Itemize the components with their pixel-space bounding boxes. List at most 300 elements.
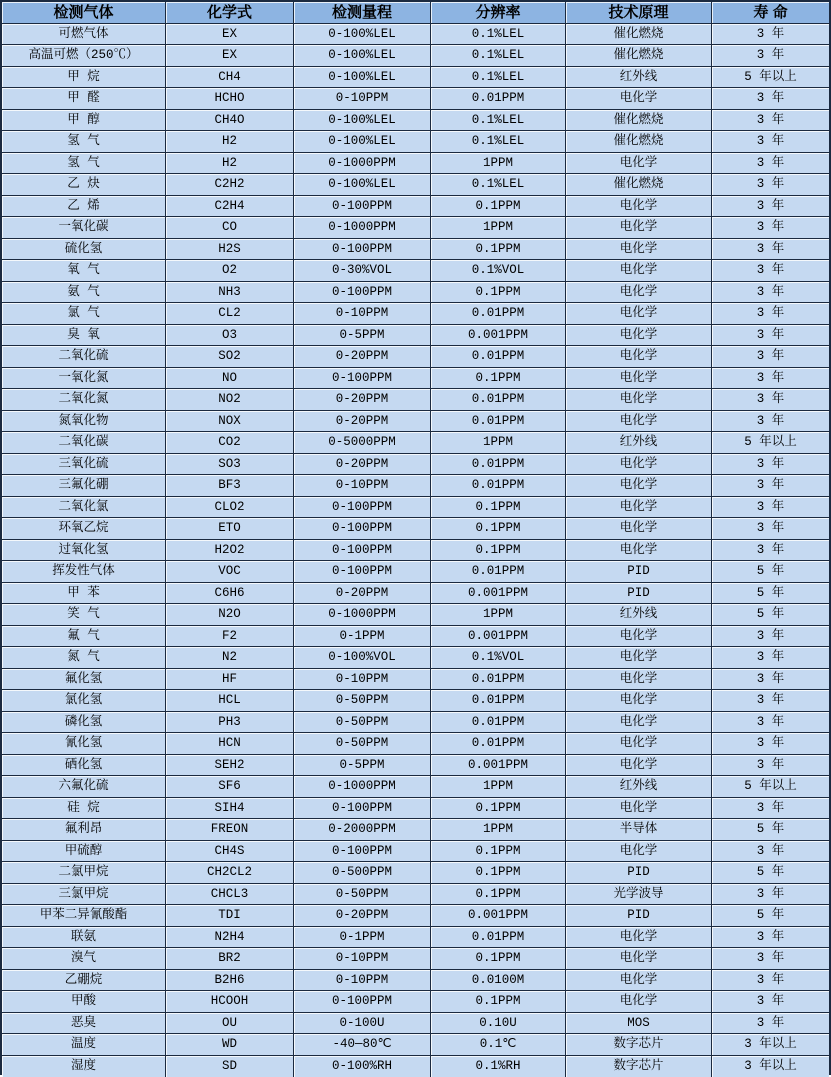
cell-detection-range: 0-5PPM (294, 755, 431, 776)
cell-lifespan: 3 年 (712, 798, 829, 819)
cell-chemical-formula: VOC (166, 561, 294, 582)
cell-gas-name: 甲酸 (2, 991, 166, 1012)
cell-resolution: 0.01PPM (431, 303, 566, 324)
table-row (2, 196, 829, 218)
cell-resolution: 0.001PPM (431, 626, 566, 647)
cell-resolution: 0.1PPM (431, 841, 566, 862)
cell-lifespan: 5 年 (712, 905, 829, 926)
cell-detection-range: 0-20PPM (294, 411, 431, 432)
cell-gas-name: 氟 气 (2, 626, 166, 647)
cell-lifespan: 3 年 (712, 970, 829, 991)
cell-technology-principle: 红外线 (566, 67, 712, 88)
header-technology-principle: 技术原理 (566, 2, 712, 23)
table-row (2, 540, 829, 562)
cell-detection-range: 0-100PPM (294, 368, 431, 389)
table-row (2, 1013, 829, 1035)
table-row (2, 153, 829, 175)
cell-technology-principle: 电化学 (566, 282, 712, 303)
table-row (2, 776, 829, 798)
table-row (2, 131, 829, 153)
cell-gas-name: 可燃气体 (2, 24, 166, 45)
cell-gas-name: 氮氧化物 (2, 411, 166, 432)
cell-chemical-formula: NH3 (166, 282, 294, 303)
table-row (2, 841, 829, 863)
table-header-row (2, 2, 829, 24)
table-row (2, 690, 829, 712)
table-row (2, 583, 829, 605)
table-row (2, 905, 829, 927)
cell-detection-range: 0-100PPM (294, 497, 431, 518)
table-row (2, 475, 829, 497)
cell-resolution: 0.001PPM (431, 325, 566, 346)
cell-detection-range: 0-1PPM (294, 927, 431, 948)
cell-gas-name: 笑 气 (2, 604, 166, 625)
table-row (2, 927, 829, 949)
cell-gas-name: 氧 气 (2, 260, 166, 281)
cell-lifespan: 3 年 (712, 1013, 829, 1034)
cell-gas-name: 二氧化硫 (2, 346, 166, 367)
cell-technology-principle: 电化学 (566, 948, 712, 969)
cell-chemical-formula: B2H6 (166, 970, 294, 991)
cell-resolution: 1PPM (431, 217, 566, 238)
table-row (2, 991, 829, 1013)
cell-technology-principle: 电化学 (566, 260, 712, 281)
cell-chemical-formula: NO2 (166, 389, 294, 410)
cell-lifespan: 3 年 (712, 540, 829, 561)
table-row (2, 862, 829, 884)
cell-resolution: 0.001PPM (431, 755, 566, 776)
cell-technology-principle: 电化学 (566, 690, 712, 711)
cell-gas-name: 二氯甲烷 (2, 862, 166, 883)
cell-gas-name: 臭 氧 (2, 325, 166, 346)
table-row (2, 389, 829, 411)
cell-gas-name: 甲 醇 (2, 110, 166, 131)
cell-lifespan: 3 年 (712, 368, 829, 389)
cell-chemical-formula: BF3 (166, 475, 294, 496)
cell-technology-principle: 电化学 (566, 755, 712, 776)
cell-detection-range: 0-100PPM (294, 561, 431, 582)
table-row (2, 45, 829, 67)
cell-technology-principle: 红外线 (566, 776, 712, 797)
cell-technology-principle: 电化学 (566, 239, 712, 260)
header-chemical-formula: 化学式 (166, 2, 294, 23)
cell-technology-principle: 催化燃烧 (566, 110, 712, 131)
cell-chemical-formula: H2S (166, 239, 294, 260)
cell-gas-name: 温度 (2, 1034, 166, 1055)
cell-gas-name: 氰化氢 (2, 733, 166, 754)
cell-technology-principle: 电化学 (566, 712, 712, 733)
cell-technology-principle: 电化学 (566, 196, 712, 217)
cell-resolution: 0.01PPM (431, 454, 566, 475)
cell-gas-name: 三氯甲烷 (2, 884, 166, 905)
cell-detection-range: 0-100U (294, 1013, 431, 1034)
table-row (2, 432, 829, 454)
cell-chemical-formula: NOX (166, 411, 294, 432)
table-row (2, 819, 829, 841)
cell-chemical-formula: HCL (166, 690, 294, 711)
cell-resolution: 0.1PPM (431, 518, 566, 539)
cell-detection-range: 0-10PPM (294, 669, 431, 690)
cell-technology-principle: 半导体 (566, 819, 712, 840)
cell-chemical-formula: H2 (166, 131, 294, 152)
cell-resolution: 0.1%LEL (431, 110, 566, 131)
cell-lifespan: 5 年以上 (712, 67, 829, 88)
cell-chemical-formula: SIH4 (166, 798, 294, 819)
cell-chemical-formula: O3 (166, 325, 294, 346)
cell-resolution: 0.01PPM (431, 561, 566, 582)
cell-technology-principle: 数字芯片 (566, 1034, 712, 1055)
cell-chemical-formula: CH4S (166, 841, 294, 862)
cell-gas-name: 硫化氢 (2, 239, 166, 260)
cell-technology-principle: 电化学 (566, 153, 712, 174)
table-row (2, 174, 829, 196)
cell-gas-name: 甲苯二异氰酸酯 (2, 905, 166, 926)
cell-technology-principle: 电化学 (566, 927, 712, 948)
cell-lifespan: 3 年 (712, 411, 829, 432)
cell-lifespan: 3 年 (712, 174, 829, 195)
cell-resolution: 1PPM (431, 776, 566, 797)
table-row (2, 712, 829, 734)
cell-chemical-formula: O2 (166, 260, 294, 281)
cell-resolution: 0.1PPM (431, 368, 566, 389)
cell-lifespan: 3 年 (712, 217, 829, 238)
cell-gas-name: 甲 苯 (2, 583, 166, 604)
cell-chemical-formula: HCN (166, 733, 294, 754)
cell-technology-principle: 电化学 (566, 475, 712, 496)
cell-lifespan: 3 年 (712, 948, 829, 969)
cell-detection-range: 0-100%LEL (294, 110, 431, 131)
cell-resolution: 0.01PPM (431, 927, 566, 948)
cell-technology-principle: 光学波导 (566, 884, 712, 905)
cell-chemical-formula: N2 (166, 647, 294, 668)
cell-lifespan: 5 年以上 (712, 776, 829, 797)
table-row (2, 282, 829, 304)
cell-lifespan: 3 年 (712, 196, 829, 217)
table-row (2, 217, 829, 239)
cell-technology-principle: PID (566, 583, 712, 604)
cell-detection-range: 0-1000PPM (294, 604, 431, 625)
cell-detection-range: 0-20PPM (294, 346, 431, 367)
cell-detection-range: 0-50PPM (294, 733, 431, 754)
table-row (2, 1034, 829, 1056)
cell-lifespan: 3 年 (712, 991, 829, 1012)
cell-technology-principle: 电化学 (566, 970, 712, 991)
table-row (2, 325, 829, 347)
cell-chemical-formula: C2H4 (166, 196, 294, 217)
table-row (2, 733, 829, 755)
cell-technology-principle: 电化学 (566, 669, 712, 690)
cell-lifespan: 3 年 (712, 454, 829, 475)
cell-resolution: 0.1PPM (431, 798, 566, 819)
cell-lifespan: 3 年 (712, 282, 829, 303)
cell-resolution: 0.0100M (431, 970, 566, 991)
cell-resolution: 1PPM (431, 153, 566, 174)
cell-technology-principle: 红外线 (566, 604, 712, 625)
cell-lifespan: 3 年以上 (712, 1056, 829, 1077)
cell-gas-name: 甲 醛 (2, 88, 166, 109)
cell-resolution: 0.1%LEL (431, 174, 566, 195)
cell-gas-name: 高温可燃（250℃） (2, 45, 166, 66)
cell-detection-range: 0-100PPM (294, 798, 431, 819)
cell-chemical-formula: EX (166, 24, 294, 45)
cell-resolution: 0.01PPM (431, 669, 566, 690)
cell-lifespan: 3 年 (712, 45, 829, 66)
cell-detection-range: 0-100PPM (294, 540, 431, 561)
cell-lifespan: 3 年 (712, 88, 829, 109)
table-row (2, 755, 829, 777)
cell-lifespan: 5 年 (712, 604, 829, 625)
cell-technology-principle: 电化学 (566, 647, 712, 668)
cell-gas-name: 氢 气 (2, 131, 166, 152)
cell-gas-name: 氟化氢 (2, 669, 166, 690)
table-row (2, 88, 829, 110)
cell-gas-name: 一氧化碳 (2, 217, 166, 238)
header-gas-name: 检测气体 (2, 2, 166, 23)
cell-detection-range: 0-100%LEL (294, 24, 431, 45)
cell-technology-principle: PID (566, 862, 712, 883)
cell-detection-range: 0-10PPM (294, 948, 431, 969)
cell-technology-principle: 电化学 (566, 626, 712, 647)
cell-resolution: 0.1PPM (431, 196, 566, 217)
cell-detection-range: 0-50PPM (294, 712, 431, 733)
cell-technology-principle: 电化学 (566, 497, 712, 518)
cell-lifespan: 3 年 (712, 841, 829, 862)
cell-technology-principle: 电化学 (566, 798, 712, 819)
cell-detection-range: -40—80℃ (294, 1034, 431, 1055)
cell-lifespan: 3 年 (712, 927, 829, 948)
table-row (2, 497, 829, 519)
cell-resolution: 0.01PPM (431, 733, 566, 754)
cell-gas-name: 恶臭 (2, 1013, 166, 1034)
cell-gas-name: 二氧化氯 (2, 497, 166, 518)
cell-gas-name: 乙 炔 (2, 174, 166, 195)
cell-gas-name: 一氧化氮 (2, 368, 166, 389)
header-detection-range: 检测量程 (294, 2, 431, 23)
cell-technology-principle: 电化学 (566, 841, 712, 862)
cell-resolution: 0.1%VOL (431, 260, 566, 281)
cell-chemical-formula: C6H6 (166, 583, 294, 604)
cell-detection-range: 0-20PPM (294, 583, 431, 604)
table-row (2, 24, 829, 46)
cell-lifespan: 3 年 (712, 153, 829, 174)
cell-resolution: 0.1PPM (431, 239, 566, 260)
cell-detection-range: 0-5PPM (294, 325, 431, 346)
cell-resolution: 0.1PPM (431, 497, 566, 518)
cell-detection-range: 0-20PPM (294, 389, 431, 410)
cell-gas-name: 挥发性气体 (2, 561, 166, 582)
cell-technology-principle: 电化学 (566, 325, 712, 346)
cell-technology-principle: 数字芯片 (566, 1056, 712, 1077)
cell-technology-principle: 电化学 (566, 368, 712, 389)
table-row (2, 647, 829, 669)
table-row (2, 67, 829, 89)
cell-lifespan: 3 年 (712, 239, 829, 260)
cell-chemical-formula: CO2 (166, 432, 294, 453)
cell-lifespan: 3 年 (712, 325, 829, 346)
cell-gas-name: 三氧化硫 (2, 454, 166, 475)
header-resolution: 分辨率 (431, 2, 566, 23)
cell-gas-name: 联氨 (2, 927, 166, 948)
cell-lifespan: 3 年 (712, 303, 829, 324)
cell-detection-range: 0-100%LEL (294, 45, 431, 66)
cell-lifespan: 5 年 (712, 819, 829, 840)
cell-chemical-formula: PH3 (166, 712, 294, 733)
cell-gas-name: 氨 气 (2, 282, 166, 303)
cell-lifespan: 3 年 (712, 389, 829, 410)
cell-chemical-formula: CH2CL2 (166, 862, 294, 883)
cell-lifespan: 3 年 (712, 669, 829, 690)
cell-chemical-formula: F2 (166, 626, 294, 647)
cell-chemical-formula: H2O2 (166, 540, 294, 561)
cell-chemical-formula: ETO (166, 518, 294, 539)
cell-gas-name: 硅 烷 (2, 798, 166, 819)
cell-lifespan: 3 年 (712, 712, 829, 733)
cell-lifespan: 3 年 (712, 690, 829, 711)
table-row (2, 518, 829, 540)
cell-chemical-formula: H2 (166, 153, 294, 174)
cell-technology-principle: 电化学 (566, 991, 712, 1012)
cell-technology-principle: 电化学 (566, 454, 712, 475)
cell-gas-name: 二氧化碳 (2, 432, 166, 453)
cell-detection-range: 0-100PPM (294, 282, 431, 303)
cell-chemical-formula: CH4 (166, 67, 294, 88)
table-body (2, 24, 829, 1077)
table-row (2, 1056, 829, 1077)
cell-resolution: 0.10U (431, 1013, 566, 1034)
cell-lifespan: 3 年 (712, 260, 829, 281)
cell-chemical-formula: FREON (166, 819, 294, 840)
table-row (2, 669, 829, 691)
cell-chemical-formula: CL2 (166, 303, 294, 324)
cell-detection-range: 0-100PPM (294, 991, 431, 1012)
cell-resolution: 0.001PPM (431, 583, 566, 604)
cell-technology-principle: 电化学 (566, 303, 712, 324)
cell-resolution: 0.1%LEL (431, 24, 566, 45)
cell-resolution: 0.1PPM (431, 862, 566, 883)
cell-chemical-formula: N2O (166, 604, 294, 625)
cell-lifespan: 3 年 (712, 647, 829, 668)
cell-chemical-formula: TDI (166, 905, 294, 926)
cell-lifespan: 3 年以上 (712, 1034, 829, 1055)
cell-technology-principle: 催化燃烧 (566, 45, 712, 66)
cell-chemical-formula: CLO2 (166, 497, 294, 518)
cell-gas-name: 磷化氢 (2, 712, 166, 733)
cell-resolution: 0.01PPM (431, 690, 566, 711)
cell-lifespan: 3 年 (712, 755, 829, 776)
cell-detection-range: 0-1000PPM (294, 776, 431, 797)
cell-resolution: 0.1℃ (431, 1034, 566, 1055)
cell-resolution: 0.01PPM (431, 475, 566, 496)
cell-lifespan: 3 年 (712, 346, 829, 367)
table-row (2, 970, 829, 992)
cell-resolution: 0.01PPM (431, 411, 566, 432)
cell-lifespan: 3 年 (712, 475, 829, 496)
table-row (2, 368, 829, 390)
cell-gas-name: 过氧化氢 (2, 540, 166, 561)
cell-technology-principle: PID (566, 561, 712, 582)
cell-chemical-formula: SF6 (166, 776, 294, 797)
cell-detection-range: 0-100PPM (294, 239, 431, 260)
cell-resolution: 0.001PPM (431, 905, 566, 926)
table-row (2, 626, 829, 648)
cell-chemical-formula: CHCL3 (166, 884, 294, 905)
cell-gas-name: 湿度 (2, 1056, 166, 1077)
cell-detection-range: 0-100PPM (294, 196, 431, 217)
cell-gas-name: 乙 烯 (2, 196, 166, 217)
table-row (2, 303, 829, 325)
cell-detection-range: 0-100%LEL (294, 131, 431, 152)
cell-chemical-formula: CH4O (166, 110, 294, 131)
cell-chemical-formula: SO2 (166, 346, 294, 367)
cell-resolution: 0.1%RH (431, 1056, 566, 1077)
cell-resolution: 0.01PPM (431, 88, 566, 109)
table-row (2, 260, 829, 282)
table-row (2, 454, 829, 476)
cell-detection-range: 0-5000PPM (294, 432, 431, 453)
cell-chemical-formula: OU (166, 1013, 294, 1034)
cell-lifespan: 3 年 (712, 733, 829, 754)
cell-chemical-formula: WD (166, 1034, 294, 1055)
cell-chemical-formula: HCHO (166, 88, 294, 109)
cell-lifespan: 3 年 (712, 110, 829, 131)
table-row (2, 110, 829, 132)
cell-lifespan: 3 年 (712, 497, 829, 518)
cell-chemical-formula: HF (166, 669, 294, 690)
cell-gas-name: 甲 烷 (2, 67, 166, 88)
cell-chemical-formula: EX (166, 45, 294, 66)
cell-technology-principle: 电化学 (566, 346, 712, 367)
cell-detection-range: 0-10PPM (294, 88, 431, 109)
cell-gas-name: 三氟化硼 (2, 475, 166, 496)
cell-resolution: 0.1PPM (431, 282, 566, 303)
cell-chemical-formula: C2H2 (166, 174, 294, 195)
cell-lifespan: 3 年 (712, 24, 829, 45)
cell-chemical-formula: N2H4 (166, 927, 294, 948)
cell-resolution: 0.01PPM (431, 346, 566, 367)
cell-detection-range: 0-500PPM (294, 862, 431, 883)
cell-lifespan: 3 年 (712, 626, 829, 647)
cell-technology-principle: 催化燃烧 (566, 174, 712, 195)
cell-detection-range: 0-50PPM (294, 690, 431, 711)
cell-resolution: 1PPM (431, 604, 566, 625)
table-row (2, 411, 829, 433)
cell-resolution: 0.1%LEL (431, 131, 566, 152)
cell-detection-range: 0-100%VOL (294, 647, 431, 668)
cell-lifespan: 3 年 (712, 884, 829, 905)
table-row (2, 948, 829, 970)
cell-technology-principle: MOS (566, 1013, 712, 1034)
cell-gas-name: 氮 气 (2, 647, 166, 668)
cell-detection-range: 0-100PPM (294, 841, 431, 862)
table-row (2, 884, 829, 906)
cell-gas-name: 溴气 (2, 948, 166, 969)
cell-technology-principle: 电化学 (566, 88, 712, 109)
cell-resolution: 0.1PPM (431, 948, 566, 969)
cell-detection-range: 0-100PPM (294, 518, 431, 539)
cell-detection-range: 0-100%LEL (294, 174, 431, 195)
cell-detection-range: 0-1000PPM (294, 153, 431, 174)
cell-technology-principle: 催化燃烧 (566, 131, 712, 152)
cell-gas-name: 乙硼烷 (2, 970, 166, 991)
cell-technology-principle: 电化学 (566, 411, 712, 432)
cell-resolution: 0.1%VOL (431, 647, 566, 668)
cell-detection-range: 0-2000PPM (294, 819, 431, 840)
cell-gas-name: 氯化氢 (2, 690, 166, 711)
cell-lifespan: 3 年 (712, 518, 829, 539)
cell-detection-range: 0-20PPM (294, 454, 431, 475)
cell-resolution: 1PPM (431, 432, 566, 453)
cell-gas-name: 氯 气 (2, 303, 166, 324)
